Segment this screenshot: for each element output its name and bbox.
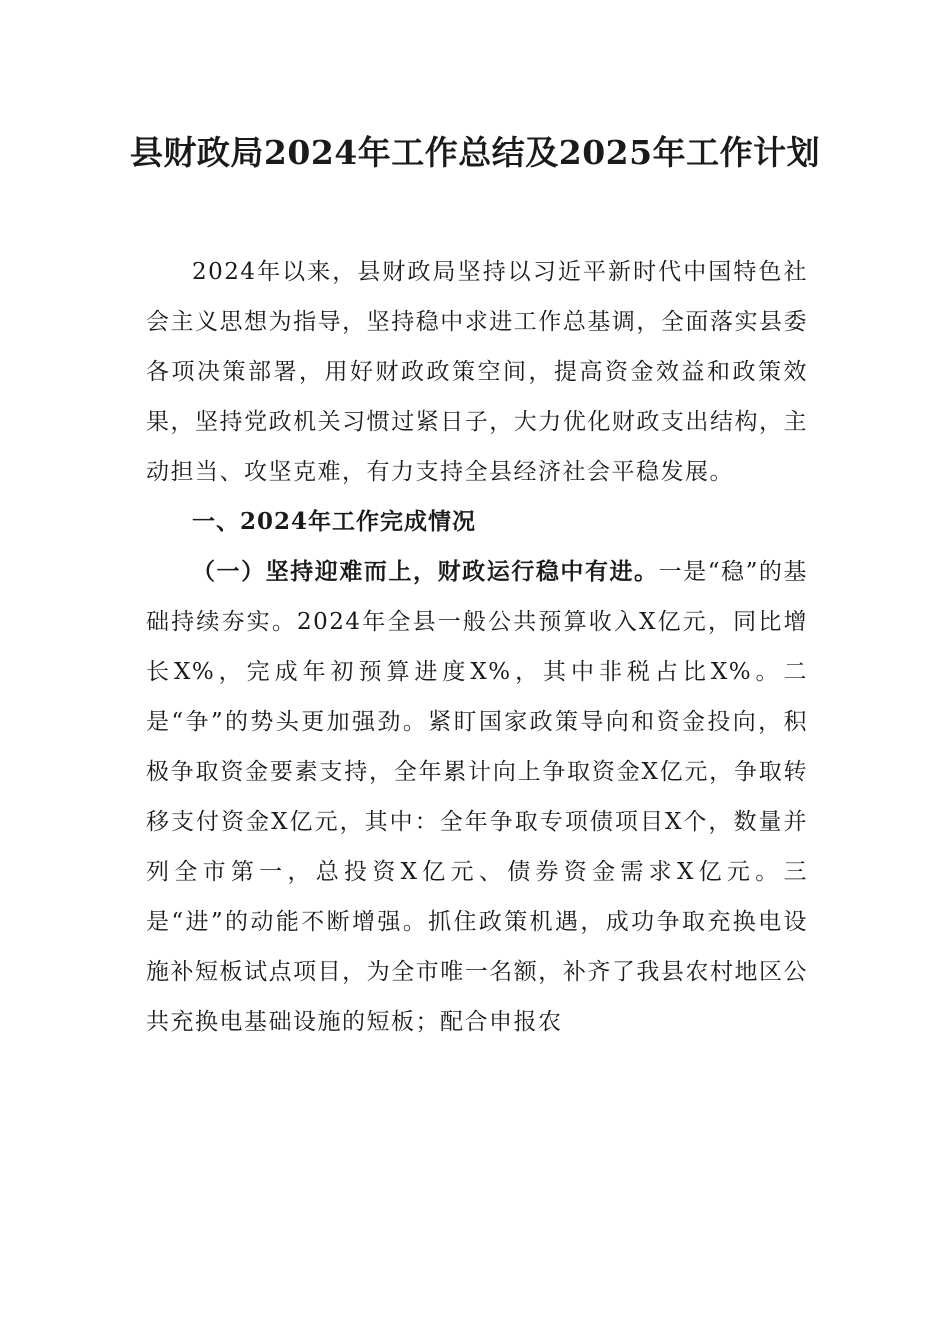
item-body: 一是“稳”的基础持续夯实。2024年全县一般公共预算收入X亿元，同比增长X%，完成年初预算进度X%，其中非税占比X%。二是“争”的势头更加强劲。紧盯国家政策导向和资金投向，积极争取资金要素支持，全年累计向上争取资金X亿元，争取转移支付资金X亿元，其中：全年争取专项债项目X个，数量并列全市第一，总投资X亿元、债券资金需求X亿元。三是“进”的动能不断增强。抓住政策机遇，成功争取充换电设施补短板试点项目，为全市唯一名额，补齐了我县农村地区公共充换电基础设施的短板；配合申报农 bbox=[146, 559, 808, 1035]
intro-paragraph: 2024年以来，县财政局坚持以习近平新时代中国特色社会主义思想为指导，坚持稳中求进工作总基调，全面落实县委各项决策部署，用好财政政策空间，提高资金效益和政策效果，坚持党政机关习惯过紧日子，大力优化财政支出结构，主动担当、攻坚克难，有力支持全县经济社会平稳发展。 bbox=[146, 259, 808, 485]
document-body bbox=[146, 247, 808, 1047]
item-lead: （一）坚持迎难而上，财政运行稳中有进。 bbox=[192, 558, 659, 585]
section-heading: 一、2024年工作完成情况 bbox=[192, 508, 477, 535]
item-paragraph bbox=[146, 547, 808, 1047]
document-title: 县财政局2024年工作总结及2025年工作计划 bbox=[129, 133, 821, 172]
